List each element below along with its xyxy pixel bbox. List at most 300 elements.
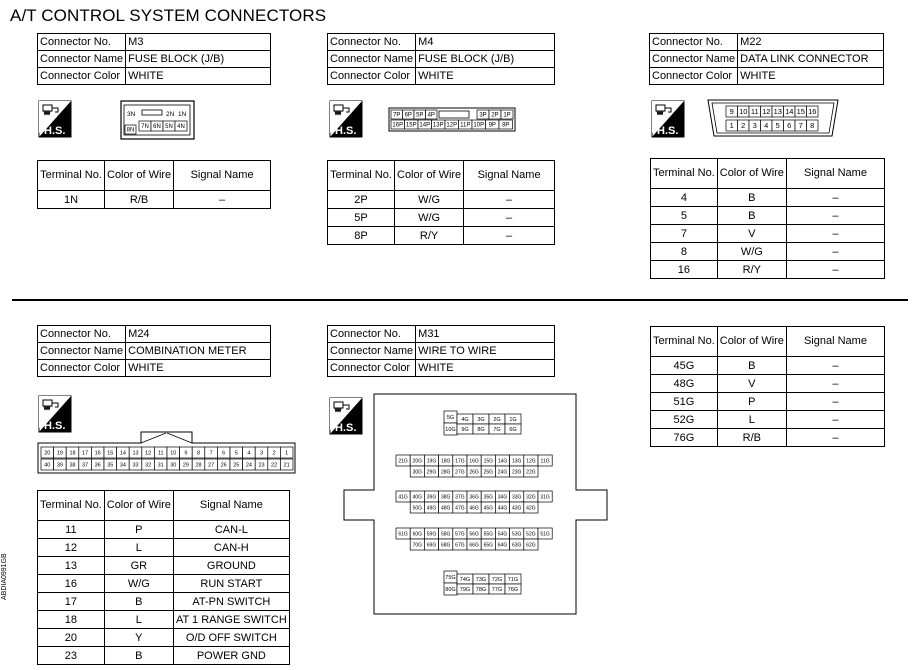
- terminal-no-cell: 52G: [651, 411, 718, 429]
- terminal-no-cell: 12: [38, 539, 105, 557]
- terminal-no-cell: 4: [651, 189, 718, 207]
- terminal-pin: [457, 424, 473, 434]
- terminal-pin: [453, 539, 467, 550]
- svg-text:24: 24: [245, 462, 252, 469]
- svg-text:78G: 78G: [475, 586, 487, 593]
- svg-text:11: 11: [157, 450, 164, 457]
- terminal-pin: 3N: [127, 111, 136, 118]
- label-connector-color: Connector Color: [328, 360, 416, 377]
- svg-text:24G: 24G: [497, 469, 508, 476]
- terminal-pin: [129, 447, 142, 458]
- terminal-pin: [139, 121, 151, 131]
- terminal-pin: [396, 455, 410, 466]
- terminal-pin: [167, 447, 180, 458]
- connector-no-value: M31: [416, 326, 555, 343]
- table-row: [651, 393, 885, 411]
- terminal-pin: [467, 502, 481, 513]
- terminal-pin: [495, 528, 509, 539]
- header-terminal-no: Terminal No.: [328, 161, 395, 191]
- terminal-pin: [424, 491, 438, 502]
- svg-text:79G: 79G: [459, 586, 471, 593]
- header-terminal-no: Terminal No.: [651, 327, 718, 357]
- table-row: [651, 357, 885, 375]
- terminal-pin: [192, 459, 205, 470]
- wire-color-cell: R/B: [105, 191, 174, 209]
- terminal-pin: [524, 455, 538, 466]
- terminal-pin: [524, 528, 538, 539]
- svg-text:67G: 67G: [455, 542, 465, 549]
- connector-color-value: WHITE: [126, 360, 271, 377]
- table-row: [38, 191, 271, 209]
- page-title: A/T CONTROL SYSTEM CONNECTORS: [10, 6, 327, 25]
- terminal-pin: [180, 447, 193, 458]
- terminal-pin: [481, 466, 495, 477]
- svg-text:63G: 63G: [511, 542, 522, 549]
- svg-text:5: 5: [234, 450, 238, 457]
- svg-text:17: 17: [82, 450, 89, 457]
- connector-m24-face: [37, 430, 296, 474]
- connector-color-value: WHITE: [738, 68, 884, 85]
- svg-text:45G: 45G: [483, 505, 494, 512]
- terminal-pin: [738, 120, 750, 131]
- svg-text:60G: 60G: [412, 531, 423, 538]
- svg-text:10: 10: [170, 450, 177, 457]
- table-row: [328, 227, 555, 245]
- svg-text:10: 10: [739, 107, 748, 117]
- signal-name-cell: POWER GND: [173, 647, 289, 665]
- terminal-pin: [391, 110, 403, 119]
- svg-text:14: 14: [119, 450, 126, 457]
- header-terminal-no: Terminal No.: [38, 161, 105, 191]
- terminal-no-cell: 16: [651, 261, 718, 279]
- header-color-of-wire: Color of Wire: [395, 161, 464, 191]
- svg-text:48G: 48G: [440, 505, 451, 512]
- svg-text:13: 13: [773, 107, 782, 117]
- terminal-pin: [125, 125, 136, 134]
- svg-text:43G: 43G: [511, 505, 522, 512]
- signal-name-cell: O/D OFF SWITCH: [173, 629, 289, 647]
- terminal-pin: [205, 447, 218, 458]
- svg-text:35G: 35G: [483, 494, 494, 501]
- svg-text:5G: 5G: [446, 414, 455, 421]
- svg-text:17G: 17G: [455, 458, 465, 465]
- terminal-pin: [424, 502, 438, 513]
- svg-text:72G: 72G: [491, 576, 503, 583]
- svg-text:H.S.: H.S.: [44, 420, 66, 432]
- label-connector-color: Connector Color: [650, 68, 738, 85]
- terminal-pin: [467, 528, 481, 539]
- terminal-pin: [495, 502, 509, 513]
- terminal-pin: [489, 584, 505, 594]
- connector-m3-info: [37, 33, 271, 85]
- svg-text:15P: 15P: [405, 122, 417, 129]
- svg-text:21: 21: [283, 462, 290, 469]
- svg-text:26G: 26G: [469, 469, 479, 476]
- terminal-pin: [444, 571, 457, 583]
- svg-text:23G: 23G: [511, 469, 522, 476]
- terminal-pin: [54, 447, 67, 458]
- terminal-pin: [477, 110, 489, 119]
- terminal-pin: [524, 539, 538, 550]
- terminal-pin: [104, 459, 117, 470]
- signal-name-cell: –: [786, 225, 884, 243]
- terminal-pin: [180, 459, 193, 470]
- terminal-pin: [524, 502, 538, 513]
- svg-text:8: 8: [810, 121, 815, 131]
- svg-text:50G: 50G: [412, 505, 423, 512]
- svg-text:33: 33: [132, 462, 139, 469]
- terminal-pin: [489, 110, 501, 119]
- svg-text:58G: 58G: [440, 531, 451, 538]
- svg-text:1G: 1G: [509, 416, 517, 423]
- terminal-pin: [472, 120, 486, 129]
- svg-text:13: 13: [132, 450, 139, 457]
- terminal-no-cell: 7: [651, 225, 718, 243]
- terminal-no-cell: 23: [38, 647, 105, 665]
- svg-text:2P: 2P: [491, 112, 499, 119]
- terminal-pin: [439, 528, 453, 539]
- terminal-pin: [243, 459, 256, 470]
- terminal-pin: [79, 447, 92, 458]
- svg-text:1P: 1P: [503, 112, 511, 119]
- signal-name-cell: –: [786, 207, 884, 225]
- terminal-pin: [467, 466, 481, 477]
- terminal-pin: [761, 106, 773, 117]
- header-signal-name: Signal Name: [786, 159, 884, 189]
- svg-text:42G: 42G: [526, 505, 536, 512]
- svg-text:7: 7: [209, 450, 213, 457]
- signal-rows: [38, 191, 271, 209]
- terminal-pin: [424, 528, 438, 539]
- terminal-pin: 2N: [166, 111, 175, 118]
- wire-color-cell: V: [717, 225, 786, 243]
- terminal-pin: [217, 459, 230, 470]
- table-row: [651, 225, 885, 243]
- svg-text:37G: 37G: [455, 494, 465, 501]
- terminal-pin: [117, 447, 130, 458]
- table-row: [651, 411, 885, 429]
- terminal-pin: [154, 447, 167, 458]
- svg-text:68G: 68G: [440, 542, 451, 549]
- connector-name-value: COMBINATION METER: [126, 343, 271, 360]
- terminal-no-cell: 51G: [651, 393, 718, 411]
- terminal-pin: [117, 459, 130, 470]
- svg-text:5P: 5P: [416, 112, 424, 119]
- svg-text:16P: 16P: [392, 122, 404, 129]
- label-connector-no: Connector No.: [650, 34, 738, 51]
- terminal-pin: [473, 574, 489, 584]
- terminal-pin: [495, 466, 509, 477]
- terminal-pin: [489, 574, 505, 584]
- wire-color-cell: P: [104, 521, 173, 539]
- svg-text:14P: 14P: [419, 122, 431, 129]
- terminal-pin: [795, 120, 807, 131]
- svg-text:26: 26: [220, 462, 227, 469]
- label-connector-name: Connector Name: [650, 51, 738, 68]
- wire-color-cell: R/Y: [395, 227, 464, 245]
- wire-color-cell: W/G: [395, 191, 464, 209]
- svg-text:22G: 22G: [526, 469, 536, 476]
- connector-color-value: WHITE: [416, 68, 555, 85]
- svg-text:56G: 56G: [469, 531, 479, 538]
- svg-text:11: 11: [750, 107, 759, 117]
- svg-text:2G: 2G: [493, 416, 501, 423]
- connector-m31-info: [327, 325, 555, 377]
- terminal-pin: [459, 120, 473, 129]
- terminal-pin: [784, 106, 796, 117]
- terminal-pin: [439, 466, 453, 477]
- svg-text:6N: 6N: [153, 124, 161, 131]
- terminal-pin: [510, 528, 524, 539]
- harness-side-icon: [38, 100, 72, 143]
- svg-text:36G: 36G: [469, 494, 479, 501]
- terminal-pin: [410, 466, 424, 477]
- signal-name-cell: CAN-H: [173, 539, 289, 557]
- svg-text:38: 38: [69, 462, 76, 469]
- svg-text:76G: 76G: [507, 586, 519, 593]
- terminal-no-cell: 16: [38, 575, 105, 593]
- svg-text:53G: 53G: [511, 531, 522, 538]
- wire-color-cell: W/G: [104, 575, 173, 593]
- svg-text:46G: 46G: [469, 505, 479, 512]
- svg-text:H.S.: H.S.: [44, 125, 66, 137]
- terminal-pin: [205, 459, 218, 470]
- header-color-of-wire: Color of Wire: [717, 327, 786, 357]
- terminal-pin: 1N: [178, 111, 187, 118]
- terminal-pin: [243, 447, 256, 458]
- table-row: [651, 429, 885, 447]
- table-row: [38, 629, 290, 647]
- terminal-pin: [453, 491, 467, 502]
- terminal-pin: [784, 120, 796, 131]
- terminal-no-cell: 5P: [328, 209, 395, 227]
- table-row: [38, 557, 290, 575]
- svg-text:19: 19: [56, 450, 63, 457]
- terminal-no-cell: 2P: [328, 191, 395, 209]
- harness-side-icon: [329, 100, 363, 143]
- table-row: [38, 611, 290, 629]
- svg-text:6: 6: [787, 121, 792, 131]
- wire-color-cell: R/B: [717, 429, 786, 447]
- wire-color-cell: B: [717, 357, 786, 375]
- svg-text:14: 14: [785, 107, 794, 117]
- svg-text:14G: 14G: [497, 458, 508, 465]
- terminal-pin: [410, 502, 424, 513]
- wire-color-cell: W/G: [395, 209, 464, 227]
- header-signal-name: Signal Name: [174, 161, 271, 191]
- svg-text:29G: 29G: [426, 469, 437, 476]
- terminal-pin: [538, 528, 552, 539]
- table-row: [38, 521, 290, 539]
- svg-text:5N: 5N: [165, 124, 173, 131]
- terminal-pin: [163, 121, 175, 131]
- signal-name-cell: –: [786, 375, 884, 393]
- header-terminal-no: Terminal No.: [651, 159, 718, 189]
- terminal-pin: [761, 120, 773, 131]
- svg-text:47G: 47G: [455, 505, 465, 512]
- connector-m3-face: [120, 100, 195, 140]
- svg-text:18G: 18G: [440, 458, 451, 465]
- svg-text:65G: 65G: [483, 542, 494, 549]
- wire-color-cell: B: [717, 189, 786, 207]
- svg-text:31: 31: [157, 462, 164, 469]
- terminal-pin: [154, 459, 167, 470]
- svg-text:11P: 11P: [460, 122, 471, 129]
- terminal-pin: [510, 491, 524, 502]
- label-connector-color: Connector Color: [328, 68, 416, 85]
- wire-color-cell: B: [717, 207, 786, 225]
- svg-text:32: 32: [145, 462, 152, 469]
- svg-text:34G: 34G: [497, 494, 508, 501]
- terminal-pin: [280, 459, 293, 470]
- wire-color-cell: W/G: [717, 243, 786, 261]
- svg-text:15G: 15G: [483, 458, 494, 465]
- table-row: [651, 243, 885, 261]
- label-connector-name: Connector Name: [328, 51, 416, 68]
- connector-name-value: WIRE TO WIRE: [416, 343, 555, 360]
- terminal-pin: [467, 539, 481, 550]
- svg-text:19G: 19G: [426, 458, 437, 465]
- svg-text:4G: 4G: [461, 416, 469, 423]
- signal-name-cell: –: [786, 261, 884, 279]
- terminal-no-cell: 11: [38, 521, 105, 539]
- svg-text:40G: 40G: [412, 494, 423, 501]
- terminal-pin: [495, 539, 509, 550]
- svg-text:6: 6: [222, 450, 226, 457]
- terminal-pin: [726, 120, 738, 131]
- connector-no-value: M22: [738, 34, 884, 51]
- header-terminal-no: Terminal No.: [38, 491, 105, 521]
- svg-text:28G: 28G: [440, 469, 451, 476]
- svg-text:39G: 39G: [426, 494, 437, 501]
- svg-text:3P: 3P: [479, 112, 487, 119]
- terminal-pin: [453, 455, 467, 466]
- terminal-pin: [129, 459, 142, 470]
- svg-text:7N: 7N: [141, 124, 149, 131]
- terminal-pin: [510, 466, 524, 477]
- connector-m24-info: [37, 325, 271, 377]
- terminal-pin: [772, 120, 784, 131]
- svg-text:16: 16: [94, 450, 101, 457]
- svg-text:9: 9: [184, 450, 188, 457]
- svg-text:40: 40: [44, 462, 51, 469]
- label-connector-name: Connector Name: [328, 343, 416, 360]
- terminal-pin: [230, 447, 243, 458]
- svg-text:25: 25: [233, 462, 240, 469]
- terminal-pin: [41, 459, 54, 470]
- svg-text:37: 37: [82, 462, 89, 469]
- wire-color-cell: Y: [104, 629, 173, 647]
- terminal-pin: [486, 120, 500, 129]
- svg-text:16G: 16G: [469, 458, 479, 465]
- signal-rows: [38, 521, 290, 665]
- terminal-pin: [510, 455, 524, 466]
- terminal-pin: [167, 459, 180, 470]
- terminal-no-cell: 8: [651, 243, 718, 261]
- svg-text:2: 2: [272, 450, 276, 457]
- terminal-pin: [217, 447, 230, 458]
- svg-text:61G: 61G: [398, 531, 408, 538]
- wire-color-cell: L: [104, 611, 173, 629]
- label-connector-no: Connector No.: [38, 34, 126, 51]
- svg-text:5: 5: [775, 121, 780, 131]
- svg-text:2: 2: [741, 121, 746, 131]
- svg-text:31G: 31G: [540, 494, 550, 501]
- svg-text:57G: 57G: [455, 531, 465, 538]
- terminal-pin: [403, 110, 415, 119]
- terminal-pin: [467, 491, 481, 502]
- svg-text:55G: 55G: [483, 531, 494, 538]
- terminal-pin: [473, 414, 489, 424]
- signal-rows: [651, 189, 885, 279]
- terminal-no-cell: 76G: [651, 429, 718, 447]
- terminal-pin: [467, 455, 481, 466]
- svg-text:75G: 75G: [445, 574, 456, 581]
- svg-text:4: 4: [764, 121, 769, 131]
- label-connector-no: Connector No.: [328, 34, 416, 51]
- terminal-pin: [439, 539, 453, 550]
- terminal-pin: [66, 447, 79, 458]
- signal-name-cell: –: [464, 227, 555, 245]
- terminal-pin: [510, 539, 524, 550]
- svg-text:41G: 41G: [398, 494, 408, 501]
- table-row: [328, 191, 555, 209]
- terminal-pin: [426, 110, 438, 119]
- svg-text:13P: 13P: [432, 122, 444, 129]
- signal-name-cell: CAN-L: [173, 521, 289, 539]
- label-connector-name: Connector Name: [38, 51, 126, 68]
- terminal-pin: [424, 455, 438, 466]
- terminal-pin: [91, 447, 104, 458]
- svg-text:1: 1: [729, 121, 734, 131]
- terminal-pin: [481, 491, 495, 502]
- signal-name-cell: –: [786, 357, 884, 375]
- svg-text:28: 28: [195, 462, 202, 469]
- label-connector-color: Connector Color: [38, 360, 126, 377]
- label-connector-color: Connector Color: [38, 68, 126, 85]
- terminal-pin: [414, 110, 426, 119]
- terminal-no-cell: 1N: [38, 191, 105, 209]
- terminal-pin: [424, 539, 438, 550]
- signal-name-cell: –: [464, 209, 555, 227]
- terminal-no-cell: 48G: [651, 375, 718, 393]
- connector-m24-signals: [37, 490, 290, 665]
- svg-text:80G: 80G: [445, 586, 456, 593]
- signal-rows: [328, 191, 555, 245]
- table-row: [38, 575, 290, 593]
- terminal-pin: [524, 491, 538, 502]
- terminal-pin: [424, 466, 438, 477]
- svg-text:77G: 77G: [491, 586, 503, 593]
- svg-text:1: 1: [285, 450, 289, 457]
- terminal-pin: [772, 106, 784, 117]
- terminal-pin: [192, 447, 205, 458]
- svg-text:69G: 69G: [426, 542, 437, 549]
- terminal-pin: [91, 459, 104, 470]
- terminal-pin: [444, 423, 457, 435]
- table-row: [651, 261, 885, 279]
- terminal-pin: [444, 411, 457, 423]
- terminal-pin: [79, 459, 92, 470]
- terminal-pin: [489, 424, 505, 434]
- svg-text:18: 18: [69, 450, 76, 457]
- terminal-pin: [418, 120, 432, 129]
- terminal-pin: [432, 120, 446, 129]
- svg-text:27: 27: [208, 462, 215, 469]
- terminal-no-cell: 45G: [651, 357, 718, 375]
- svg-text:4P: 4P: [427, 112, 435, 119]
- terminal-pin: [439, 455, 453, 466]
